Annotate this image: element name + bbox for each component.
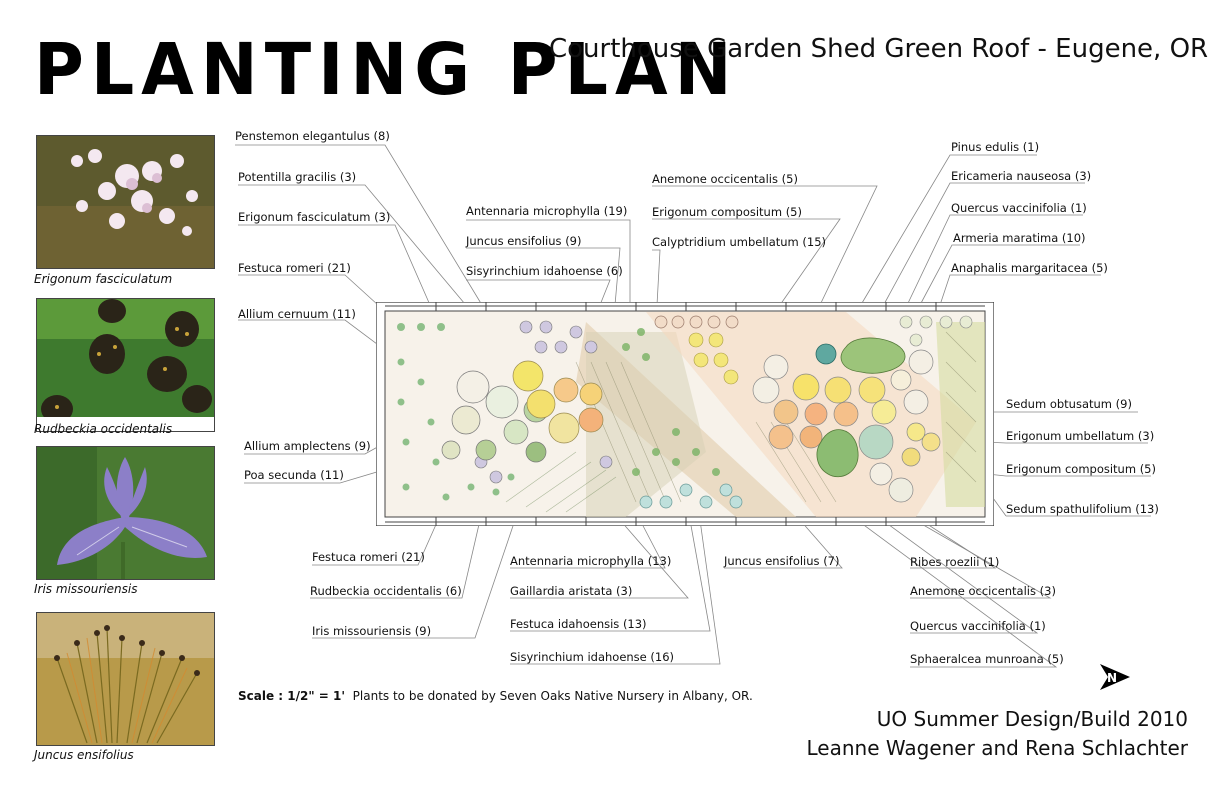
label-juncus-ensifolius-bottom: Juncus ensifolius (7) xyxy=(724,554,840,568)
label-quercus-vaccinifolia: Quercus vaccinifolia (1) xyxy=(951,201,1087,215)
photo-caption: Juncus ensifolius xyxy=(34,748,134,762)
label-erigonum-compositum: Erigonum compositum (5) xyxy=(652,205,802,219)
label-pinus-edulis: Pinus edulis (1) xyxy=(951,140,1040,154)
label-erigonum-umbellatum: Erigonum umbellatum (3) xyxy=(1006,429,1155,443)
label-juncus-ensifolius: Juncus ensifolius (9) xyxy=(466,234,582,248)
label-festuca-romeri: Festuca romeri (21) xyxy=(238,261,351,275)
label-festuca-idahoensis: Festuca idahoensis (13) xyxy=(510,617,647,631)
credit-line-1: UO Summer Design/Build 2010 xyxy=(876,707,1188,731)
label-gaillardia-aristata: Gaillardia aristata (3) xyxy=(510,584,633,598)
label-armeria-maratima: Armeria maratima (10) xyxy=(953,231,1086,245)
page-title: PLANTING PLAN xyxy=(34,28,739,112)
label-rudbeckia-occidentalis: Rudbeckia occidentalis (6) xyxy=(310,584,462,598)
north-letter: N xyxy=(1107,671,1118,685)
label-sisyrinchium-idahoense-bottom: Sisyrinchium idahoense (16) xyxy=(510,650,675,664)
label-ribes-roezlii: Ribes roezlii (1) xyxy=(910,555,1000,569)
label-sisyrinchium-idahoense: Sisyrinchium idahoense (6) xyxy=(466,264,623,278)
label-festuca-romeri-bottom: Festuca romeri (21) xyxy=(312,550,425,564)
label-sedum-spathulifolium: Sedum spathulifolium (13) xyxy=(1006,502,1159,516)
north-arrow-icon xyxy=(1098,662,1132,697)
label-antennaria-microphylla: Antennaria microphylla (19) xyxy=(466,204,628,218)
photo-caption: Rudbeckia occidentalis xyxy=(34,422,173,436)
label-sphaeralcea-munroana: Sphaeralcea munroana (5) xyxy=(910,652,1064,666)
photo-caption: Iris missouriensis xyxy=(34,582,138,596)
scale-label: Scale : 1/2" = 1' xyxy=(238,689,346,703)
label-calyptridium-umbellatum: Calyptridium umbellatum (15) xyxy=(652,235,827,249)
label-iris-missouriensis: Iris missouriensis (9) xyxy=(312,624,432,638)
label-allium-amplectens: Allium amplectens (9) xyxy=(244,439,371,453)
label-potentilla-gracilis: Potentilla gracilis (3) xyxy=(238,170,357,184)
credit-line-2: Leanne Wagener and Rena Schlachter xyxy=(806,736,1188,760)
label-anemone-occicentalis-bottom: Anemone occicentalis (3) xyxy=(910,584,1056,598)
label-erigonum-compositum-right: Erigonum compositum (5) xyxy=(1006,462,1156,476)
planting-plan-drawing xyxy=(376,302,994,526)
label-anaphalis-margaritacea: Anaphalis margaritacea (5) xyxy=(951,261,1108,275)
label-anemone-occicentalis: Anemone occicentalis (5) xyxy=(652,172,798,186)
photo-caption: Erigonum fasciculatum xyxy=(34,272,173,286)
nursery-note: Plants to be donated by Seven Oaks Native Nursery in Albany, OR. xyxy=(352,689,753,703)
label-erigonum-fasciculatum: Erigonum fasciculatum (3) xyxy=(238,210,391,224)
label-poa-secunda: Poa secunda (11) xyxy=(244,468,344,482)
label-penstemon-elegantulus: Penstemon elegantulus (8) xyxy=(235,129,390,143)
page-subtitle: Courthouse Garden Shed Green Roof - Eugene, OR xyxy=(549,34,1209,64)
label-quercus-vaccinifolia-bottom: Quercus vaccinifolia (1) xyxy=(910,619,1046,633)
label-allium-cernuum: Allium cernuum (11) xyxy=(238,307,356,321)
label-antennaria-microphylla-bottom: Antennaria microphylla (13) xyxy=(510,554,672,568)
scale-note xyxy=(238,689,753,703)
label-sedum-obtusatum: Sedum obtusatum (9) xyxy=(1006,397,1132,411)
label-ericameria-nauseosa: Ericameria nauseosa (3) xyxy=(951,169,1092,183)
